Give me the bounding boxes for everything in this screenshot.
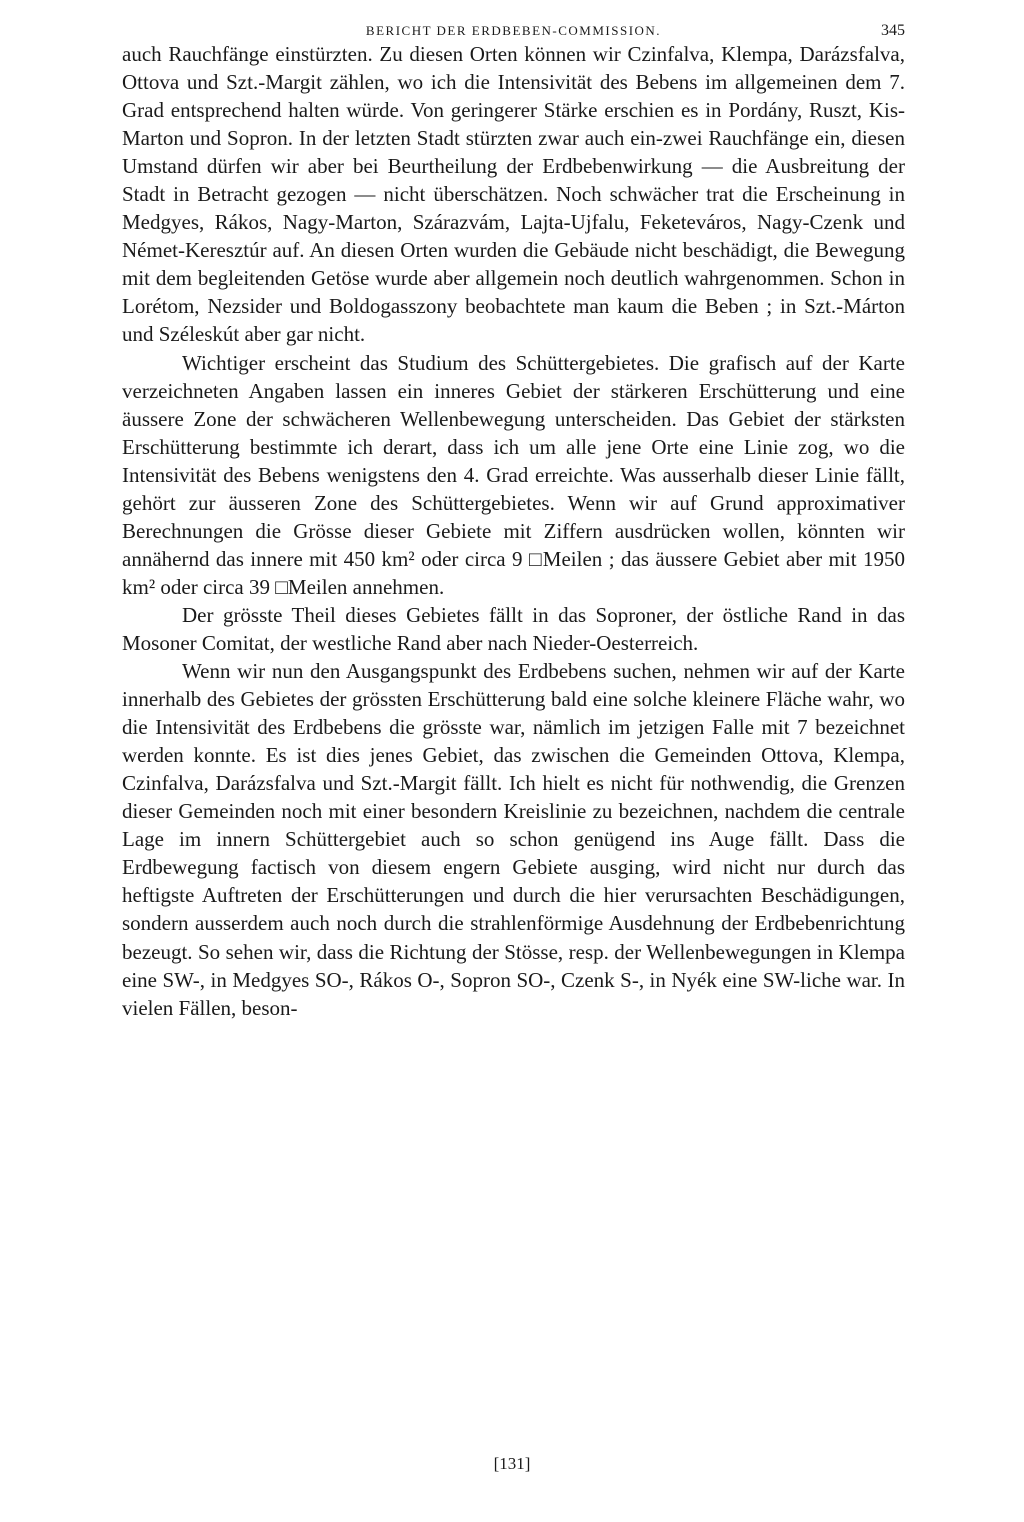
paragraph-3: Der grösste Theil dieses Gebietes fällt in das Soproner, der östliche Rand in das Mosoner Comitat, der westliche Rand aber nach Nieder-Oesterreich. — [122, 602, 905, 655]
page-number: 345 — [881, 22, 905, 39]
paragraph-1: auch Rauchfänge einstürzten. Zu diesen Orten können wir Czinfalva, Klempa, Darázsfalva, Ottova und Szt.-Margit zählen, wo ich die Intensivität des Bebens im allgemeinen dem 7. Grad entsprechend halten würde. Von geringerer Stärke erschien es in Pordány, Ruszt, Kis-Marton und Sopron. In der letzten Stadt stürzten zwar auch ein-zwei Rauchfänge ein, diesen Umstand dürfen wir aber bei Beurtheilung der Erdbebenwirkung — die Ausbreitung der Stadt in Betracht gezogen — nicht überschätzen. Noch schwächer trat die Erscheinung in Medgyes, Rákos, Nagy-Marton, Szárazvám, Lajta-Ujfalu, Feketeváros, Nagy-Czenk und Német-Keresztúr auf. An diesen Orten wurden die Gebäude nicht beschädigt, die Bewegung mit dem begleitenden Getöse wurde aber allgemein noch deutlich wahrgenommen. Schon in Lorétom, Nezsider und Boldogasszony beobachtete man kaum die Beben ; in Szt.-Márton und Széleskút aber gar nicht. — [122, 42, 905, 347]
body-text — [122, 40, 905, 1022]
paragraph-2: Wichtiger erscheint das Studium des Schüttergebietes. Die grafisch auf der Karte verzeichneten Angaben lassen ein inneres Gebiet der stärkeren Erschütterung und eine äussere Zone der schwächeren Wellenbewegung unterscheiden. Das Gebiet der stärksten Erschütterung bestimmte ich derart, dass ich um alle jene Orte eine Linie zog, wo die Intensivität des Bebens wenigstens den 4. Grad erreichte. Was ausserhalb dieser Linie fällt, gehört zur äusseren Zone des Schüttergebietes. Wenn wir auf Grund approximativer Berechnungen die Grösse dieser Gebiete mit Ziffern ausdrücken wollen, könnten wir annähernd das innere mit 450 km² oder circa 9 □Meilen ; das äussere Gebiet aber mit 1950 km² oder circa 39 □Meilen annehmen. — [122, 350, 905, 599]
running-head — [122, 20, 905, 42]
paragraph-4: Wenn wir nun den Ausgangspunkt des Erdbebens suchen, nehmen wir auf der Karte innerhalb des Gebietes der grössten Erschütterung bald eine solche kleinere Fläche wahr, wo die Intensivität des Erdbebens die grösste war, nämlich im jetzigen Falle mit 7 bezeichnet werden konnte. Es ist dies jenes Gebiet, das zwischen die Gemeinden Ottova, Klempa, Czinfalva, Darázsfalva und Szt.-Margit fällt. Ich hielt es nicht für nothwendig, die Grenzen dieser Gemeinden noch mit einer besondern Kreislinie zu bezeichnen, nachdem die centrale Lage im innern Schüttergebiet auch so schon genügend ins Auge fällt. Dass die Erdbewegung factisch von diesem engern Gebiete ausging, wird nicht nur durch das heftigste Auftreten der Erschütterungen und durch die hier verursachten Beschädigungen, sondern ausserdem auch noch durch die strahlenförmige Ausdehnung der Erdbebenrichtung bezeugt. So sehen wir, dass die Richtung der Stösse, resp. der Wellenbewegungen in Klempa eine SW-, in Medgyes SO-, Rákos O-, Sopron SO-, Czenk S-, in Nyék eine SW-liche war. In vielen Fällen, beson- — [122, 659, 905, 1020]
printer-signature: [131] — [493, 1454, 531, 1473]
running-title: BERICHT DER ERDBEBEN-COMMISSION. — [365, 23, 662, 38]
